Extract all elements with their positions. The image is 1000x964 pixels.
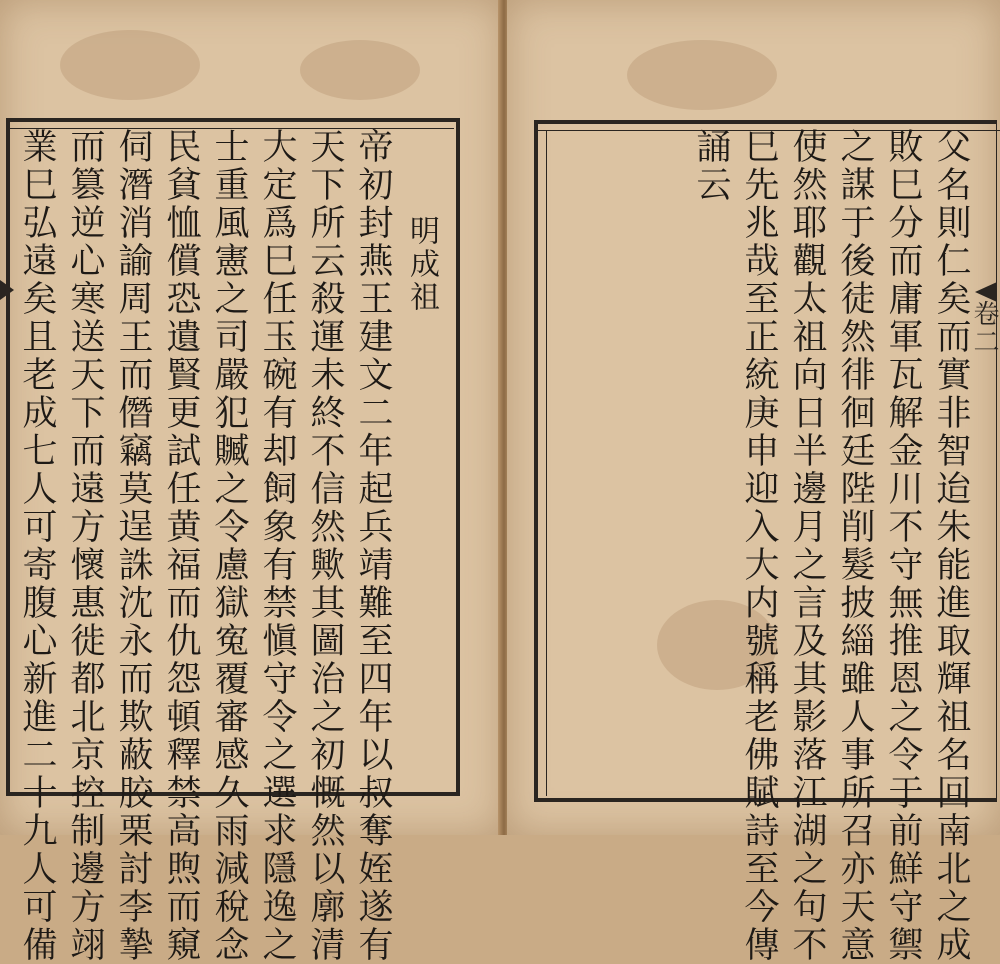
text-column: 之謀于後徒然徘徊廷陛削髮披緇雖人事所召亦天意: [835, 128, 875, 964]
text-column: 而篡逆心寒送天下而遠方懷惠徙都北京控制邊方翊: [65, 128, 105, 964]
text-column: 誦云: [691, 128, 731, 204]
text-column: 伺潛消諭周王而僭竊莫逞誅沈永而欺蔽胶栗討李摯: [113, 128, 153, 964]
text-column: 業巳弘遠矣且老成七人可寄腹心新進二十九人可備: [17, 128, 57, 964]
text-column: 大定爲巳任玉碗有却飼象有禁愼守令之選求隱逸之: [257, 128, 297, 964]
text-column: 父名則仁矣而實非智迨朱能進取輝祖名回南北之成: [931, 128, 971, 964]
text-column: 敗巳分而庸軍瓦解金川不守無推恩之令于前鮮守禦: [883, 128, 923, 964]
frame-rule: [546, 130, 547, 796]
paper-stain: [300, 40, 420, 100]
text-column: 士重風憲之司嚴犯贓之令慮獄寃覆審感久雨減稅念: [209, 128, 249, 964]
paper-stain: [60, 30, 200, 100]
chapter-marker: 卷二: [969, 300, 999, 356]
section-heading: 明成祖: [404, 215, 439, 314]
text-column: 帝初封燕王建文二年起兵靖難至四年以叔奪姪遂有: [353, 128, 393, 964]
text-column: 天下所云殺運未終不信然歟其圖治之初慨然以廓清: [305, 128, 345, 964]
paper-stain: [627, 40, 777, 110]
text-column: 使然耶觀太祖向日半邊月之言及其影落江湖之句不: [787, 128, 827, 964]
fish-tail-mark: [0, 280, 14, 300]
fish-tail-mark: [975, 282, 997, 302]
text-column: 巳先兆哉至正統庚申迎入大内號稱老佛賦詩至今傳: [739, 128, 779, 964]
text-column: 民貧恤償恐遺賢更試任黄福而仇怨頓釋禁高煦而窺: [161, 128, 201, 964]
